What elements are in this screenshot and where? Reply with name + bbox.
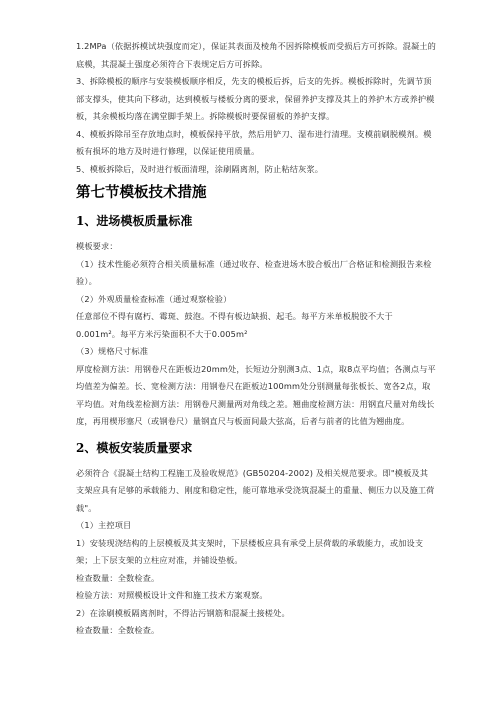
paragraph-sub2-3: 1）安装现浇结构的上层模板及其支架时，下层楼板应具有承受上层荷载的承载能力，或加设支架；上下层支架的立柱应对准，并铺设垫板。 — [76, 537, 424, 565]
paragraph-sub2-4: 检查数量：全数检查。 — [76, 572, 160, 583]
paragraph-sub1-5: （3）规格尺寸标准 — [76, 346, 149, 356]
document-body — [76, 38, 436, 640]
paragraph-sub2-7: 检查数量：全数检查。 — [76, 625, 160, 635]
paragraph-sub2-6: 2）在涂刷模板隔离剂时，不得沾污钢筋和混凝土接槎处。 — [76, 607, 290, 618]
subsection-heading-2: 2、模板安装质量要求 — [76, 440, 193, 455]
paragraph-intro-3: 4、模板拆除吊至存放地点时，模板保持平放，然后用铲刀、湿布进行清理。支模前刷脱模剂。模板有损坏的地方及时进行修理，以保证使用质量。 — [76, 128, 432, 156]
subsection-heading-1: 1、进场模板质量标准 — [76, 214, 193, 228]
paragraph-intro-2: 3、拆除模板的顺序与安装模板顺序相反，先支的模板后拆，后支的先拆。模板拆除时，先调节顶部支撑头，使其向下移动，达到模板与楼板分离的要求，保留养护支撑及其上的养护木方或养护模板，其余模板均落在满堂脚手架上。拆除模板时要保留板的养护支撑。 — [76, 76, 435, 121]
paragraph-intro-1: 1.2MPa（依据拆模试块强度而定），保证其表面及棱角不因拆除模板而受损后方可拆除。混凝土的底模，其混凝土强度必须符合下表规定后方可拆除。 — [76, 41, 436, 69]
section-heading: 第七节模板技术措施 — [76, 184, 207, 201]
paragraph-sub2-2: （1）主控项目 — [76, 520, 132, 530]
paragraph-intro-4: 5、模板拆除后，及时进行板面清理，涂刷隔离剂，防止粘结灰浆。 — [76, 163, 324, 174]
paragraph-sub1-3: （2）外观质量检查标准（通过观察检验） — [76, 293, 232, 304]
paragraph-sub1-6: 厚度检测方法：用钢卷尺在距板边20mm处，长短边分别测3点、1点，取8点平均值；各测点与平均值差为偏差。长、宽检测方法：用钢卷尺在距板边100mm处分别测量每张板长、宽各2点，取平均值。对角线差检测方法：用钢卷尺测量两对角线之差。翘曲度检测方法：用钢直尺量对角线长度，再用楔形塞尺（或钢卷尺）量钢直尺与板面间最大弦高，后者与前者的比值为翘曲度。 — [76, 363, 436, 426]
paragraph-sub2-5: 检验方法：对照模板设计文件和施工技术方案观察。 — [76, 590, 268, 600]
paragraph-sub2-1: 必须符合《混凝土结构工程施工及验收规范》(GB50204-2002) 及相关规范要求。即"模板及其支架应具有足够的承载能力、刚度和稳定性，能可靠地承受浇筑混凝土的重量、侧压力以及施工荷载"。 — [76, 467, 435, 513]
paragraph-sub1-1: 模板要求： — [76, 241, 118, 251]
paragraph-sub1-2: （1）技术性能必须符合相关质量标准（通过收存、检查进场木胶合板出厂合格证和检测报告来检验）。 — [76, 258, 432, 286]
paragraph-sub1-4: 任意部位不得有腐朽、霉斑、鼓泡。不得有板边缺损、起毛。每平方米单板脱胶不大于0.001m²。每平方米污染面积不大于0.005m² — [76, 311, 393, 339]
